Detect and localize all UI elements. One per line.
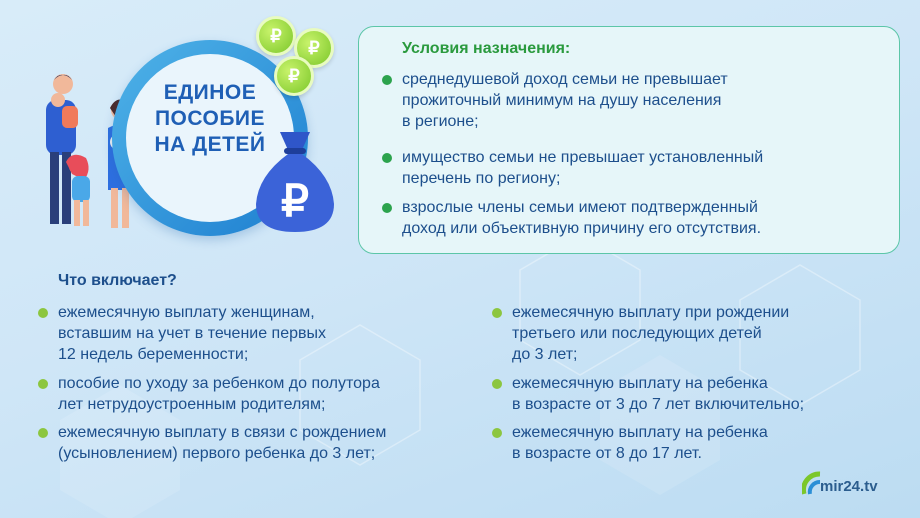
includes-line: ежемесячную выплату при рождении [512, 304, 790, 321]
includes-line: 12 недель беременности; [58, 346, 249, 363]
conditions-title: Условия назначения: [402, 40, 571, 57]
condition-line: имущество семьи не превышает установленный [402, 149, 764, 166]
condition-line: в регионе; [402, 113, 479, 130]
badge-line-3: НА ДЕТЕЙ [154, 133, 266, 156]
includes-line: в возрасте от 3 до 7 лет включительно; [512, 396, 805, 413]
includes-right-item-2 [512, 373, 804, 415]
condition-line: перечень по региону; [402, 170, 561, 187]
svg-text:₽: ₽ [281, 177, 309, 226]
condition-item-3 [402, 197, 761, 239]
includes-line: (усыновлением) первого ребенка до 3 лет; [58, 445, 376, 462]
ruble-coin-icon: ₽ [256, 16, 296, 56]
bullet-icon [38, 379, 48, 389]
condition-item-1 [402, 69, 728, 132]
mir24-logo-text: mir24.tv [820, 478, 878, 495]
mir24-logo-icon [802, 470, 822, 496]
includes-right-item-3 [512, 422, 768, 464]
ruble-coin-icon: ₽ [294, 28, 334, 68]
includes-left-item-1 [58, 302, 326, 365]
ruble-coin-icon: ₽ [274, 56, 314, 96]
bullet-icon [38, 308, 48, 318]
includes-line: ежемесячную выплату на ребенка [512, 424, 768, 441]
condition-line: среднедушевой доход семьи не превышает [402, 71, 728, 88]
condition-line: прожиточный минимум на душу населения [402, 92, 722, 109]
bullet-icon [382, 153, 392, 163]
includes-line: лет нетрудоустроенным родителям; [58, 396, 326, 413]
includes-left-item-2 [58, 373, 380, 415]
includes-line: пособие по уходу за ребенком до полутора [58, 375, 380, 392]
includes-line: в возрасте от 8 до 17 лет. [512, 445, 702, 462]
includes-line: до 3 лет; [512, 346, 578, 363]
includes-right-item-1 [512, 302, 789, 365]
money-bag-icon [250, 126, 340, 236]
includes-line: ежемесячную выплату на ребенка [512, 375, 768, 392]
badge-line-2: ПОСОБИЕ [154, 107, 266, 130]
bullet-icon [382, 203, 392, 213]
condition-line: доход или объективную причину его отсутствия. [402, 220, 762, 237]
includes-line: ежемесячную выплату в связи с рождением [58, 424, 387, 441]
condition-item-2 [402, 147, 763, 189]
includes-line: ежемесячную выплату женщинам, [58, 304, 315, 321]
includes-line: вставшим на учет в течение первых [58, 325, 327, 342]
bullet-icon [492, 428, 502, 438]
includes-line: третьего или последующих детей [512, 325, 762, 342]
bullet-icon [382, 75, 392, 85]
bullet-icon [38, 428, 48, 438]
includes-left-item-3 [58, 422, 386, 464]
condition-line: взрослые члены семьи имеют подтвержденный [402, 199, 758, 216]
bullet-icon [492, 379, 502, 389]
includes-title: Что включает? [58, 272, 177, 289]
bullet-icon [492, 308, 502, 318]
badge-line-1: ЕДИНОЕ [163, 81, 257, 104]
